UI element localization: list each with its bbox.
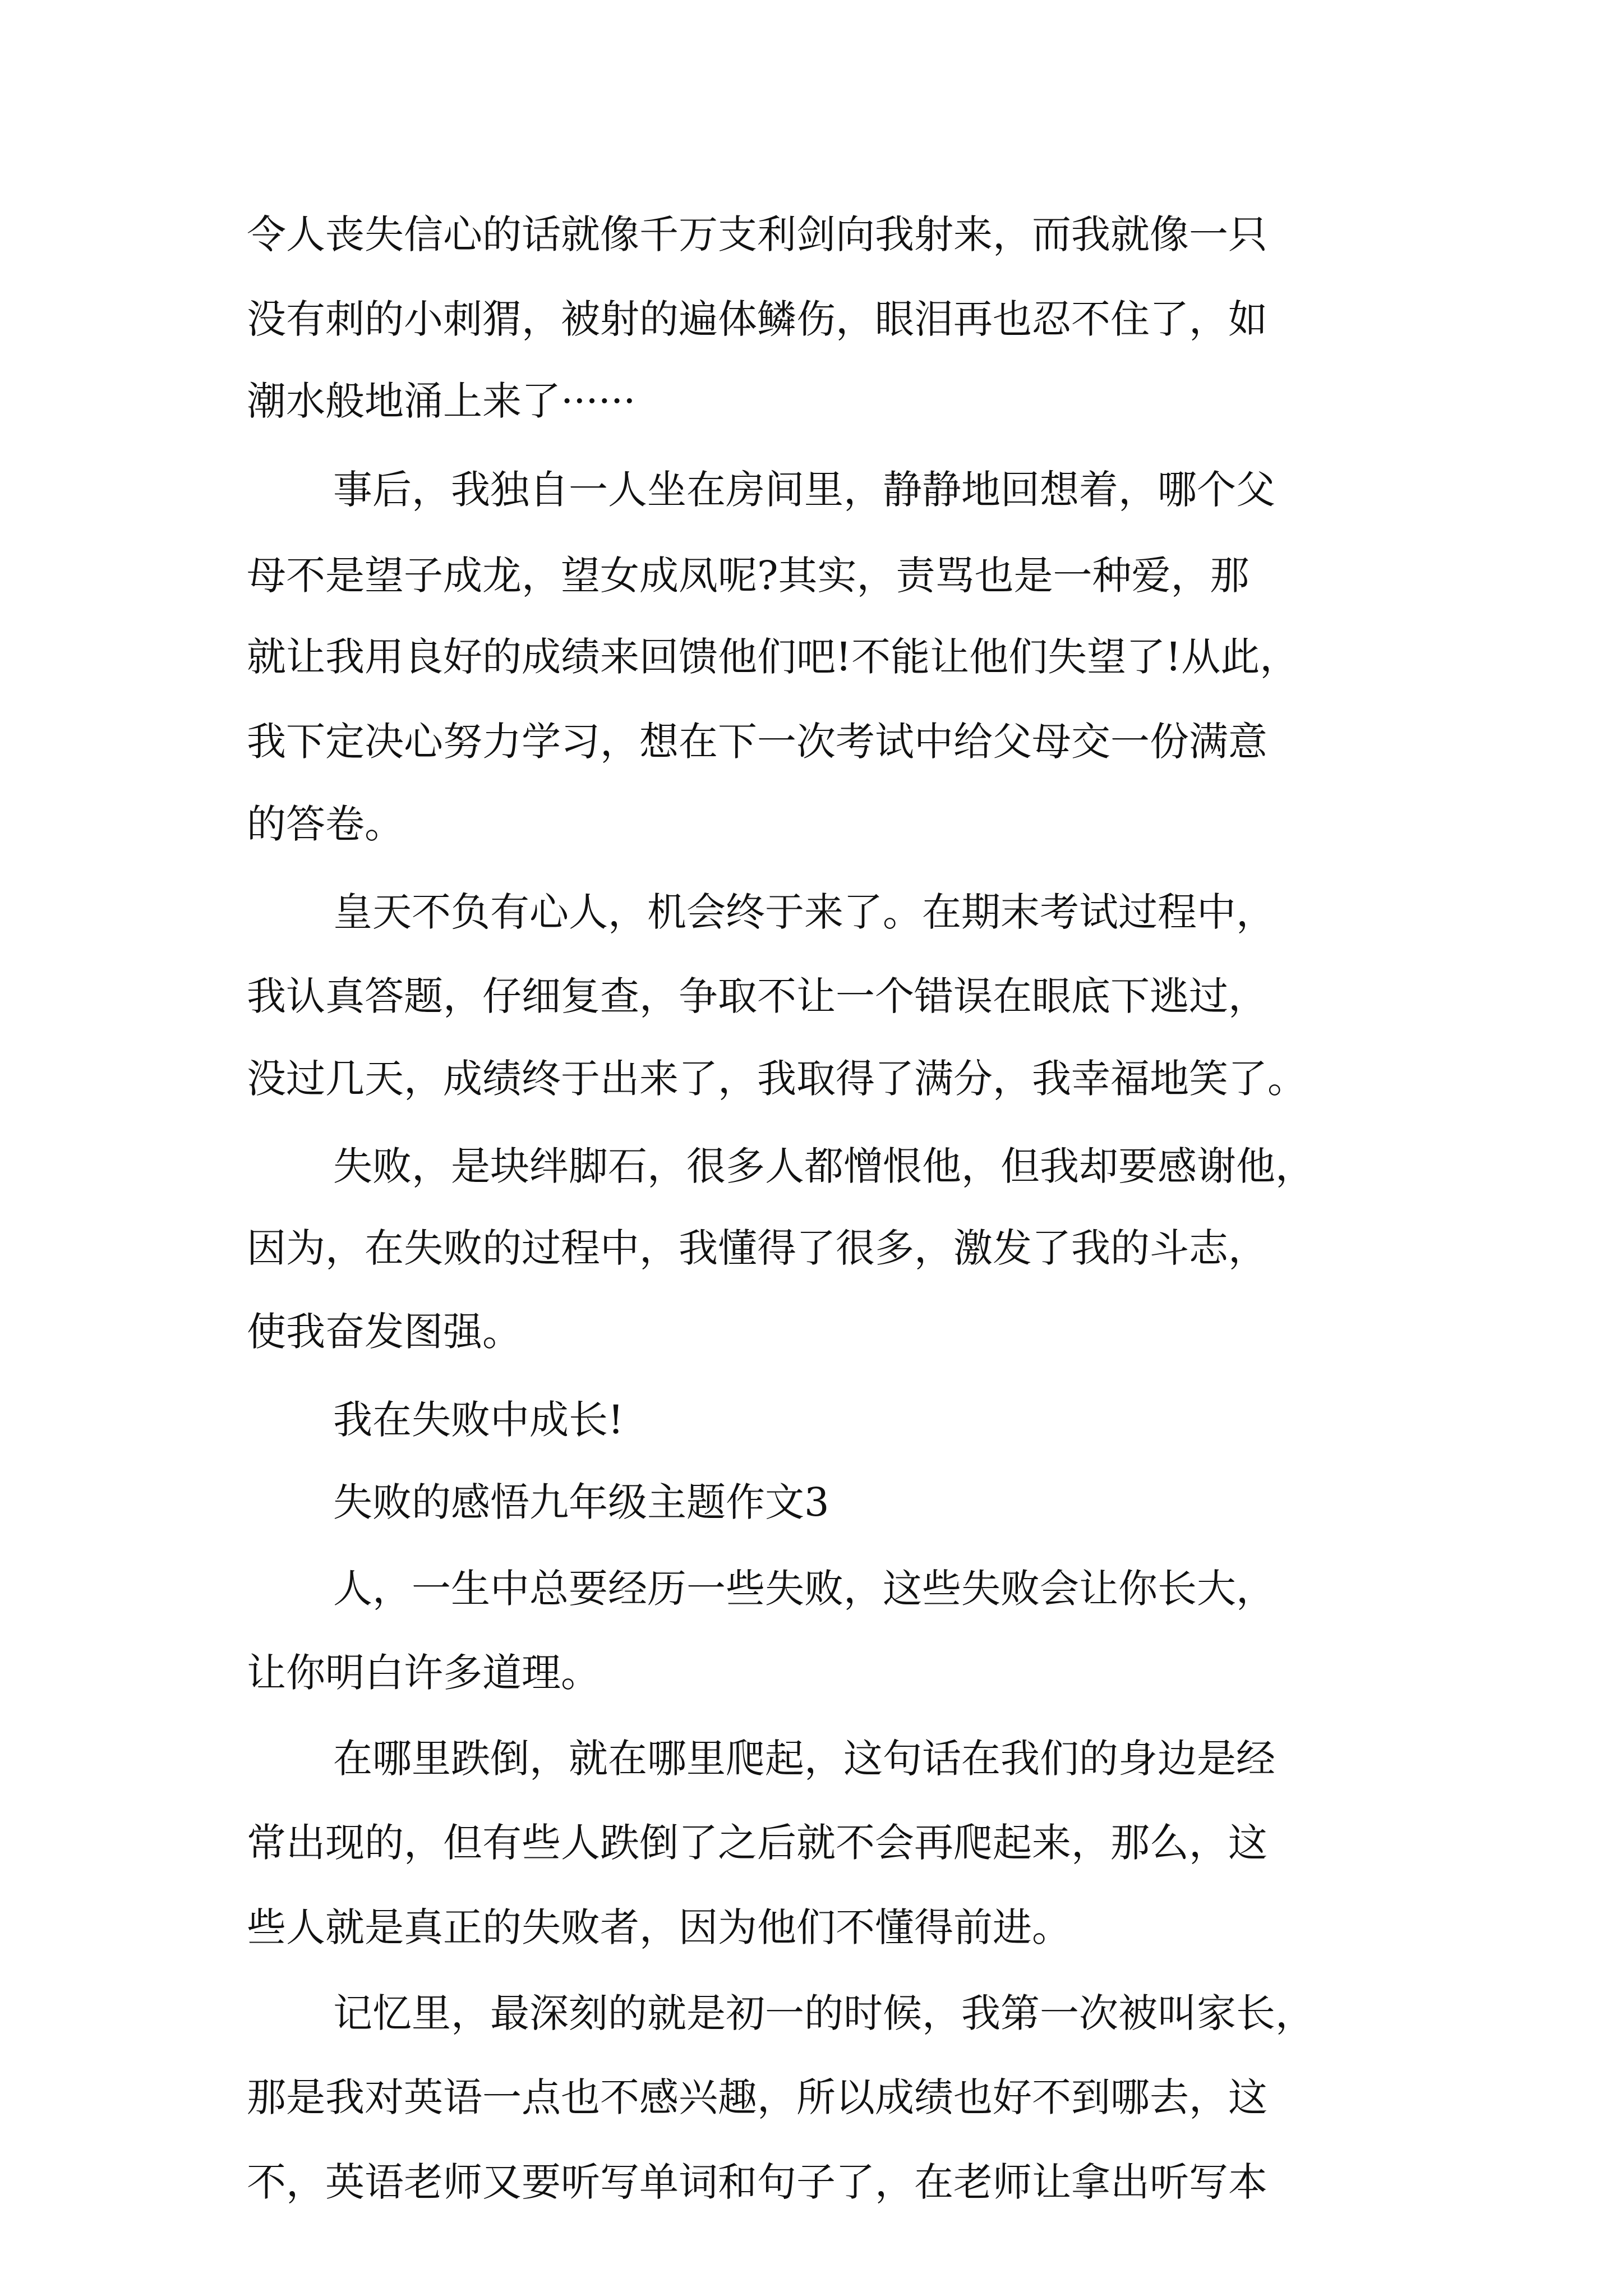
text-line: 皇天不负有心人，机会终于来了。在期末考试过程中， (333, 889, 1275, 935)
text-line: 常出现的，但有些人跌倒了之后就不会再爬起来，那么，这 (247, 1820, 1267, 1866)
text-line: 记忆里，最深刻的就是初一的时候，我第一次被叫家长， (333, 1990, 1315, 2036)
text-line: 那是我对英语一点也不感兴趣，所以成绩也好不到哪去，这 (247, 2074, 1267, 2120)
text-line: 没有刺的小刺猬，被射的遍体鳞伤，眼泪再也忍不住了，如 (247, 296, 1267, 342)
text-line: 失败的感悟九年级主题作文3 (333, 1479, 829, 1525)
text-line: 母不是望子成龙，望女成凤呢?其实，责骂也是一种爱，那 (247, 553, 1249, 599)
text-line: 不，英语老师又要听写单词和句子了，在老师让拿出听写本 (247, 2159, 1267, 2205)
text-line: 没过几天，成绩终于出来了，我取得了满分，我幸福地笑了。 (247, 1056, 1307, 1102)
text-line: 我在失败中成长! (333, 1397, 624, 1443)
text-line: 潮水般地涌上来了······ (247, 378, 636, 424)
text-line: 让你明白许多道理。 (247, 1650, 600, 1696)
text-line: 令人丧失信心的话就像千万支利剑向我射来，而我就像一只 (247, 211, 1267, 257)
text-line: 我下定决心努力学习，想在下一次考试中给父母交一份满意 (247, 719, 1267, 765)
text-line: 失败，是块绊脚石，很多人都憎恨他，但我却要感谢他， (333, 1143, 1315, 1189)
text-line: 使我奋发图强。 (247, 1309, 522, 1355)
text-line: 因为，在失败的过程中，我懂得了很多，激发了我的斗志， (247, 1225, 1267, 1271)
text-line: 些人就是真正的失败者，因为他们不懂得前进。 (247, 1904, 1071, 1950)
text-line: 在哪里跌倒，就在哪里爬起，这句话在我们的身边是经 (333, 1736, 1275, 1782)
text-line: 人，一生中总要经历一些失败，这些失败会让你长大， (333, 1566, 1275, 1612)
text-line: 就让我用良好的成绩来回馈他们吧!不能让他们失望了!从此， (247, 634, 1299, 680)
text-line: 事后，我独自一人坐在房间里，静静地回想着，哪个父 (333, 467, 1275, 513)
text-line: 我认真答题，仔细复查，争取不让一个错误在眼底下逃过， (247, 973, 1267, 1019)
text-line: 的答卷。 (247, 801, 404, 847)
